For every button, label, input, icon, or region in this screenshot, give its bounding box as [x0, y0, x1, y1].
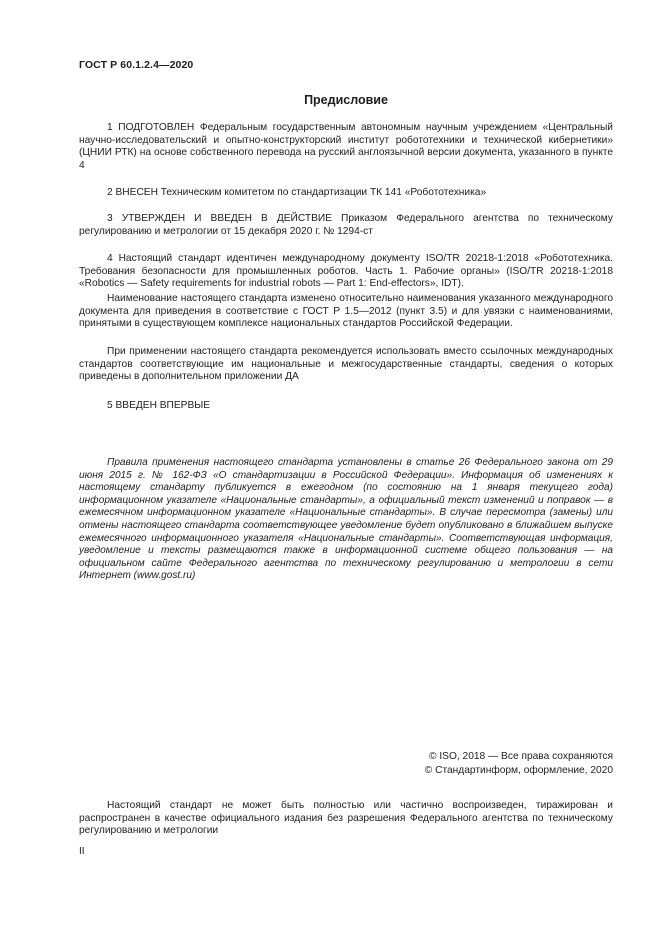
paragraph-identical: 4 Настоящий стандарт идентичен международному документу ISO/TR 20218-1:2018 «Робототехника. Требования безопасности для промышленных роботов. Часть 1. Рабочие органы» (ISO/TR 20218-1:2018 «Robotics — Safety requirements for industrial robots — Part 1: End-effectors», IDT).: [79, 253, 613, 290]
paragraph-approved: 3 УТВЕРЖДЕН И ВВЕДЕН В ДЕЙСТВИЕ Приказом Федерального агентства по техническому регулированию и метрологии от 15 декабря 2020 г. № 1294-ст: [79, 213, 613, 237]
page-number: II: [79, 846, 85, 857]
standard-application-notice: Правила применения настоящего стандарта установлены в статье 26 Федерального закона от 29 июня 2015 г. № 162-ФЗ «О стандартизации в Российской Федерации». Информация об изменениях к настоящему стандарту публикуется в ежегодном (по состоянию на 1 января текущего года) информационном указателе «Национальные стандарты», а официальный текст изменений и поправок — в ежемесячном информационном указателе «Национальные стандарты». В случае пересмотра (замены) или отмены настоящего стандарта соответствующее уведомление будет опубликовано в ближайшем выпуске ежемесячного информационного указателя «Национальные стандарты». Соответствующая информация, уведомление и тексты размещаются также в информационной системе общего пользования — на официальном сайте Федерального агентства по техническому регулированию и метрологии в сети Интернет (www.gost.ru): [79, 457, 613, 582]
paragraph-first-introduced: 5 ВВЕДЕН ВПЕРВЫЕ: [107, 400, 211, 411]
paragraph-prepared: 1 ПОДГОТОВЛЕН Федеральным государственным автономным научным учреждением «Центральный научно-исследовательский и опытно-конструкторский институт робототехники и технической кибернетики» (ЦНИИ РТК) на основе собственного перевода на русский англоязычной версии документа, указанного в пункте 4: [79, 122, 613, 171]
paragraph-name-changed: Наименование настоящего стандарта изменено относительно наименования указанного международного документа для приведения в соответствие с ГОСТ Р 1.5—2012 (пункт 3.5) и для увязки с наименованиями, принятыми в существующем комплексе национальных стандартов Российской Федерации.: [79, 293, 613, 330]
copyright-iso: © ISO, 2018 — Все права сохраняются: [429, 751, 613, 762]
reproduction-notice: Настоящий стандарт не может быть полностью или частично воспроизведен, тиражирован и распространен в качестве официального издания без разрешения Федерального агентства по техническому регулированию и метрологии: [79, 800, 613, 837]
copyright-standartinform: © Стандартинформ, оформление, 2020: [424, 765, 613, 776]
paragraph-references: При применении настоящего стандарта рекомендуется использовать вместо ссылочных международных стандартов соответствующие им национальные и межгосударственные стандарты, сведения о которых приведены в дополнительном приложении ДА: [79, 346, 613, 383]
document-code: ГОСТ Р 60.1.2.4—2020: [79, 59, 194, 71]
page-title: Предисловие: [304, 93, 388, 107]
paragraph-introduced: 2 ВНЕСЕН Техническим комитетом по стандартизации ТК 141 «Робототехника»: [107, 187, 487, 198]
